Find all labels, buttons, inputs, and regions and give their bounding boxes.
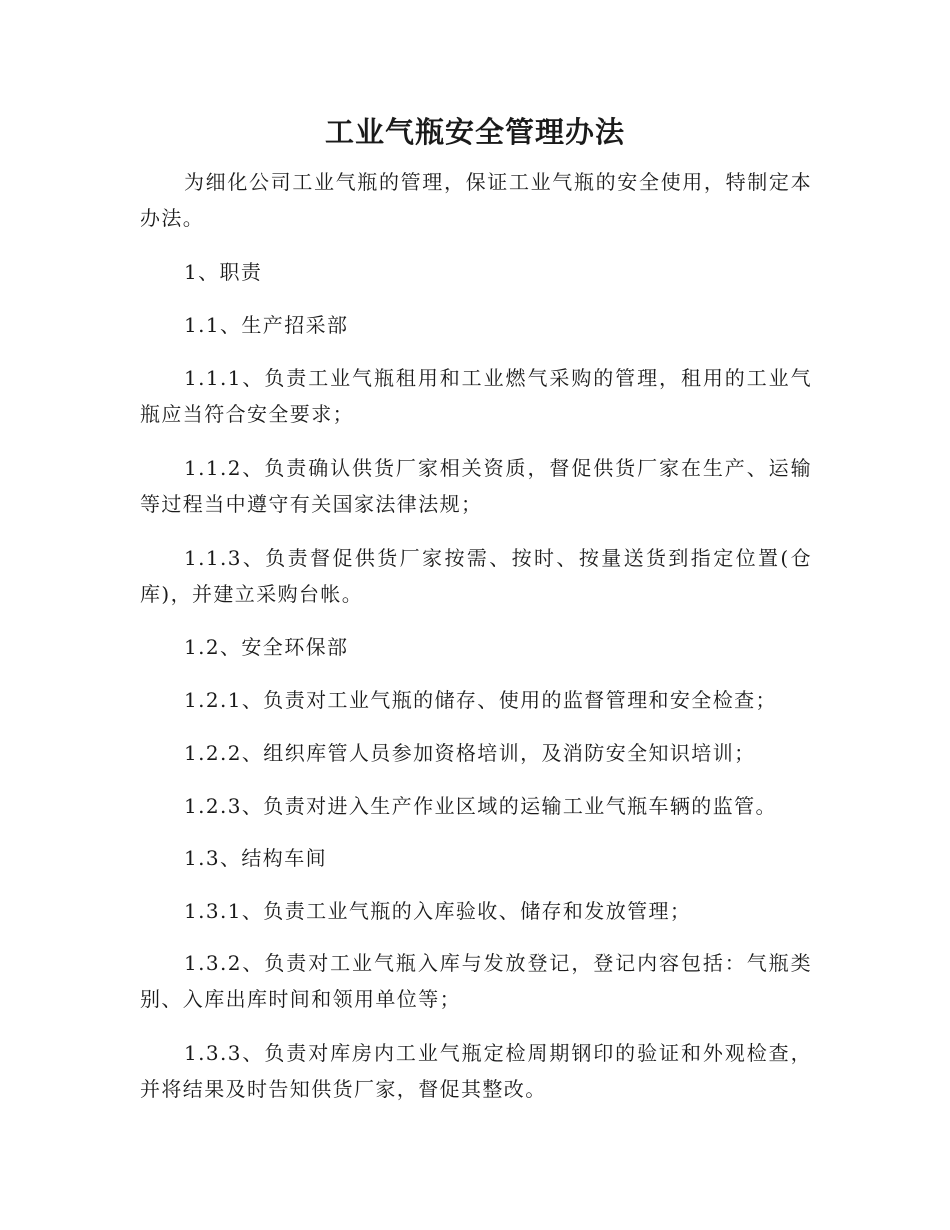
- paragraph-section-1-1-2: 1.1.2、负责确认供货厂家相关资质，督促供货厂家在生产、运输等过程当中遵守有关国家法律法规；: [140, 456, 812, 516]
- paragraph-section-1-1-1: 1.1.1、负责工业气瓶租用和工业燃气采购的管理，租用的工业气瓶应当符合安全要求；: [140, 366, 812, 426]
- document-title: 工业气瓶安全管理办法: [324, 115, 625, 149]
- paragraph-section-1-2: 1.2、安全环保部: [184, 635, 349, 659]
- paragraph-section-1-2-2: 1.2.2、组织库管人员参加资格培训，及消防安全知识培训；: [184, 741, 756, 765]
- paragraph-section-1-3-3: 1.3.3、负责对库房内工业气瓶定检周期钢印的验证和外观检查，并将结果及时告知供货厂家，督促其整改。: [140, 1041, 812, 1101]
- paragraph-section-1-2-3: 1.2.3、负责对进入生产作业区域的运输工业气瓶车辆的监管。: [184, 794, 777, 818]
- paragraph-section-1: 1、职责: [184, 260, 263, 284]
- paragraph-section-1-3-1: 1.3.1、负责工业气瓶的入库验收、储存和发放管理；: [184, 899, 692, 923]
- paragraph-section-1-1-3: 1.1.3、负责督促供货厂家按需、按时、按量送货到指定位置(仓库)，并建立采购台帐。: [140, 546, 812, 606]
- paragraph-section-1-3: 1.3、结构车间: [184, 846, 328, 870]
- paragraph-intro: 为细化公司工业气瓶的管理，保证工业气瓶的安全使用，特制定本办法。: [140, 170, 812, 230]
- paragraph-section-1-3-2: 1.3.2、负责对工业气瓶入库与发放登记，登记内容包括：气瓶类别、入库出库时间和领用单位等；: [140, 951, 812, 1011]
- paragraph-section-1-1: 1.1、生产招采部: [184, 313, 349, 337]
- paragraph-section-1-2-1: 1.2.1、负责对工业气瓶的储存、使用的监督管理和安全检查；: [184, 688, 777, 712]
